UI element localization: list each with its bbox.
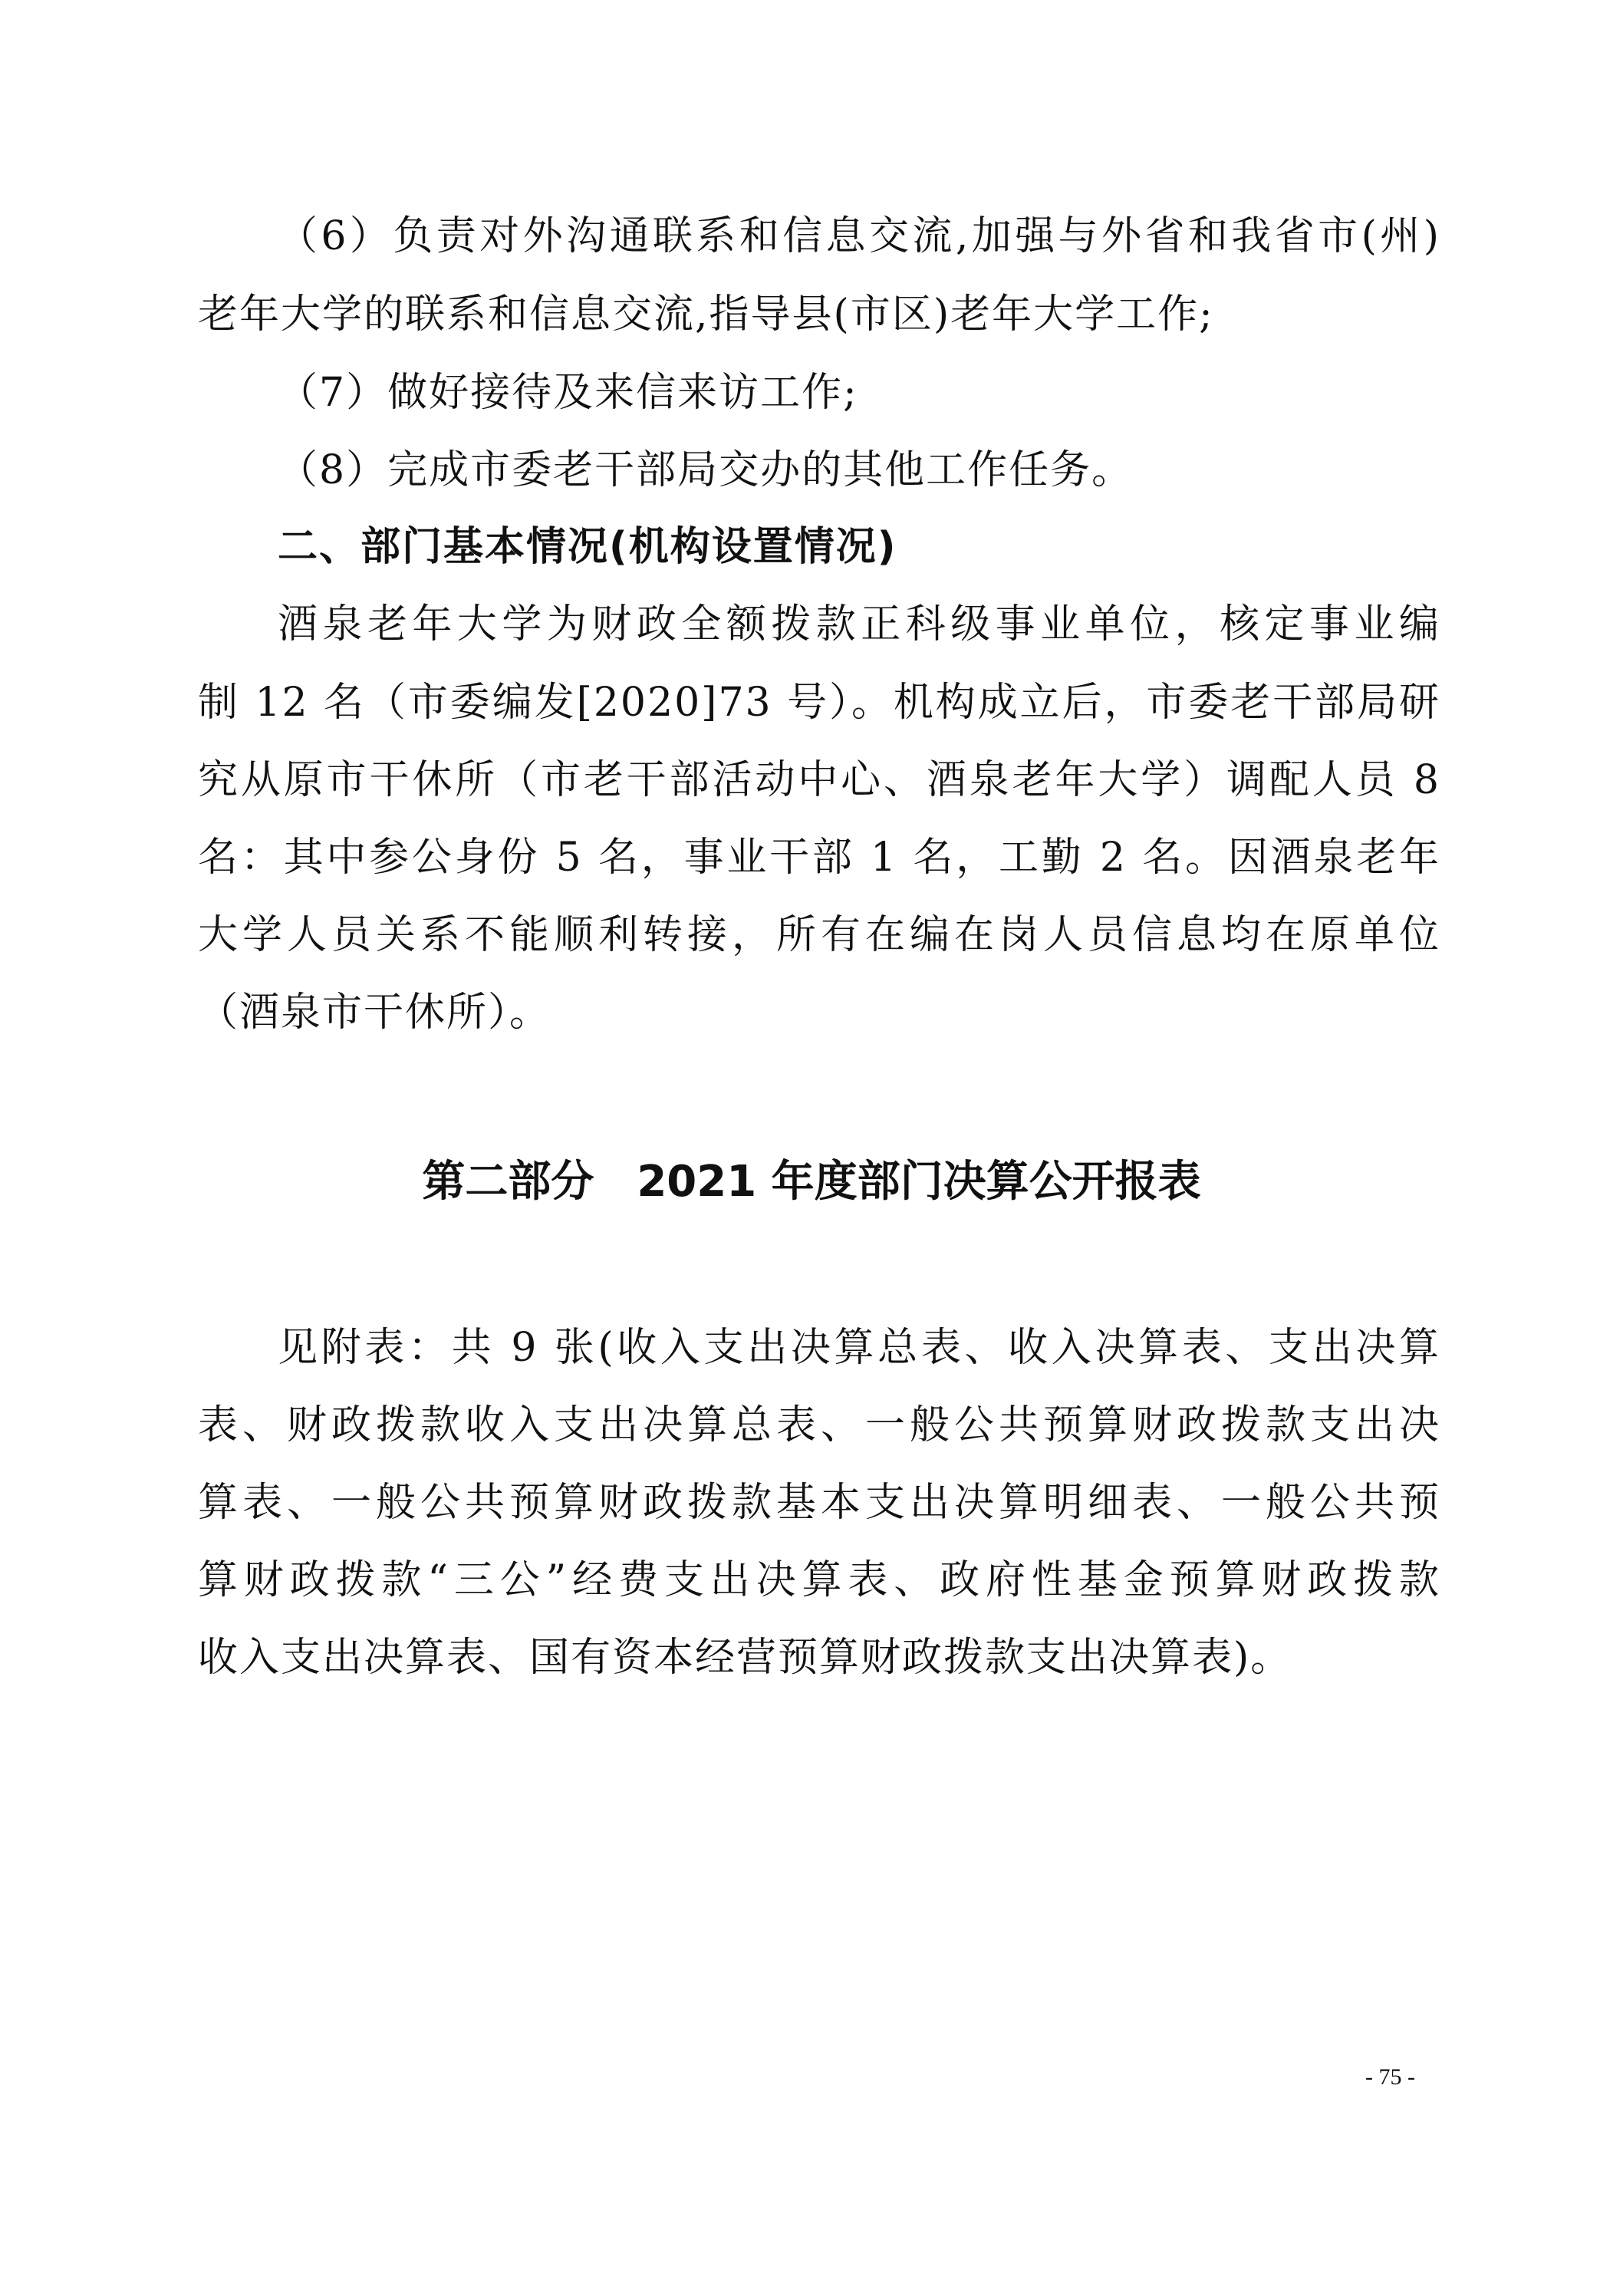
paragraph-line: 酒泉老年大学为财政全额拨款正科级事业单位，核定事业编 [278,601,1440,647]
paragraph-line: （酒泉市干休所）。 [198,990,551,1036]
paragraph-line: 名：其中参公身份 5 名，事业干部 1 名，工勤 2 名。因酒泉老年 [198,835,1440,881]
item-7: （7）做好接待及来信来访工作; [278,370,858,416]
item-8: （8）完成市委老干部局交办的其他工作任务。 [278,447,1134,493]
paragraph-line: 大学人员关系不能顺利转接，所有在编在岗人员信息均在原单位 [198,912,1440,958]
part-two-title: 第二部分 2021 年度部门决算公开报表 [422,1157,1201,1207]
paragraph-line: 收入支出决算表、国有资本经营预算财政拨款支出决算表)。 [198,1635,1292,1681]
paragraph-line: 表、财政拨款收入支出决算总表、一般公共预算财政拨款支出决 [198,1402,1440,1448]
paragraph-line: 算财政拨款“三公”经费支出决算表、政府性基金预算财政拨款 [198,1557,1440,1603]
item-6-line-2: 老年大学的联系和信息交流,指导县(市区)老年大学工作; [198,292,1214,338]
section-heading-basic-info: 二、部门基本情况(机构设置情况) [278,524,897,570]
paragraph-line: 究从原市干休所（市老干部活动中心、酒泉老年大学）调配人员 8 [198,757,1440,803]
page-number: - 75 - [1365,2064,1415,2090]
paragraph-line: 算表、一般公共预算财政拨款基本支出决算明细表、一般公共预 [198,1480,1440,1526]
item-6-line-1: （6）负责对外沟通联系和信息交流,加强与外省和我省市(州) [278,213,1440,259]
paragraph-line: 见附表：共 9 张(收入支出决算总表、收入决算表、支出决算 [278,1325,1440,1371]
paragraph-line: 制 12 名（市委编发[2020]73 号）。机构成立后，市委老干部局研 [198,680,1440,726]
